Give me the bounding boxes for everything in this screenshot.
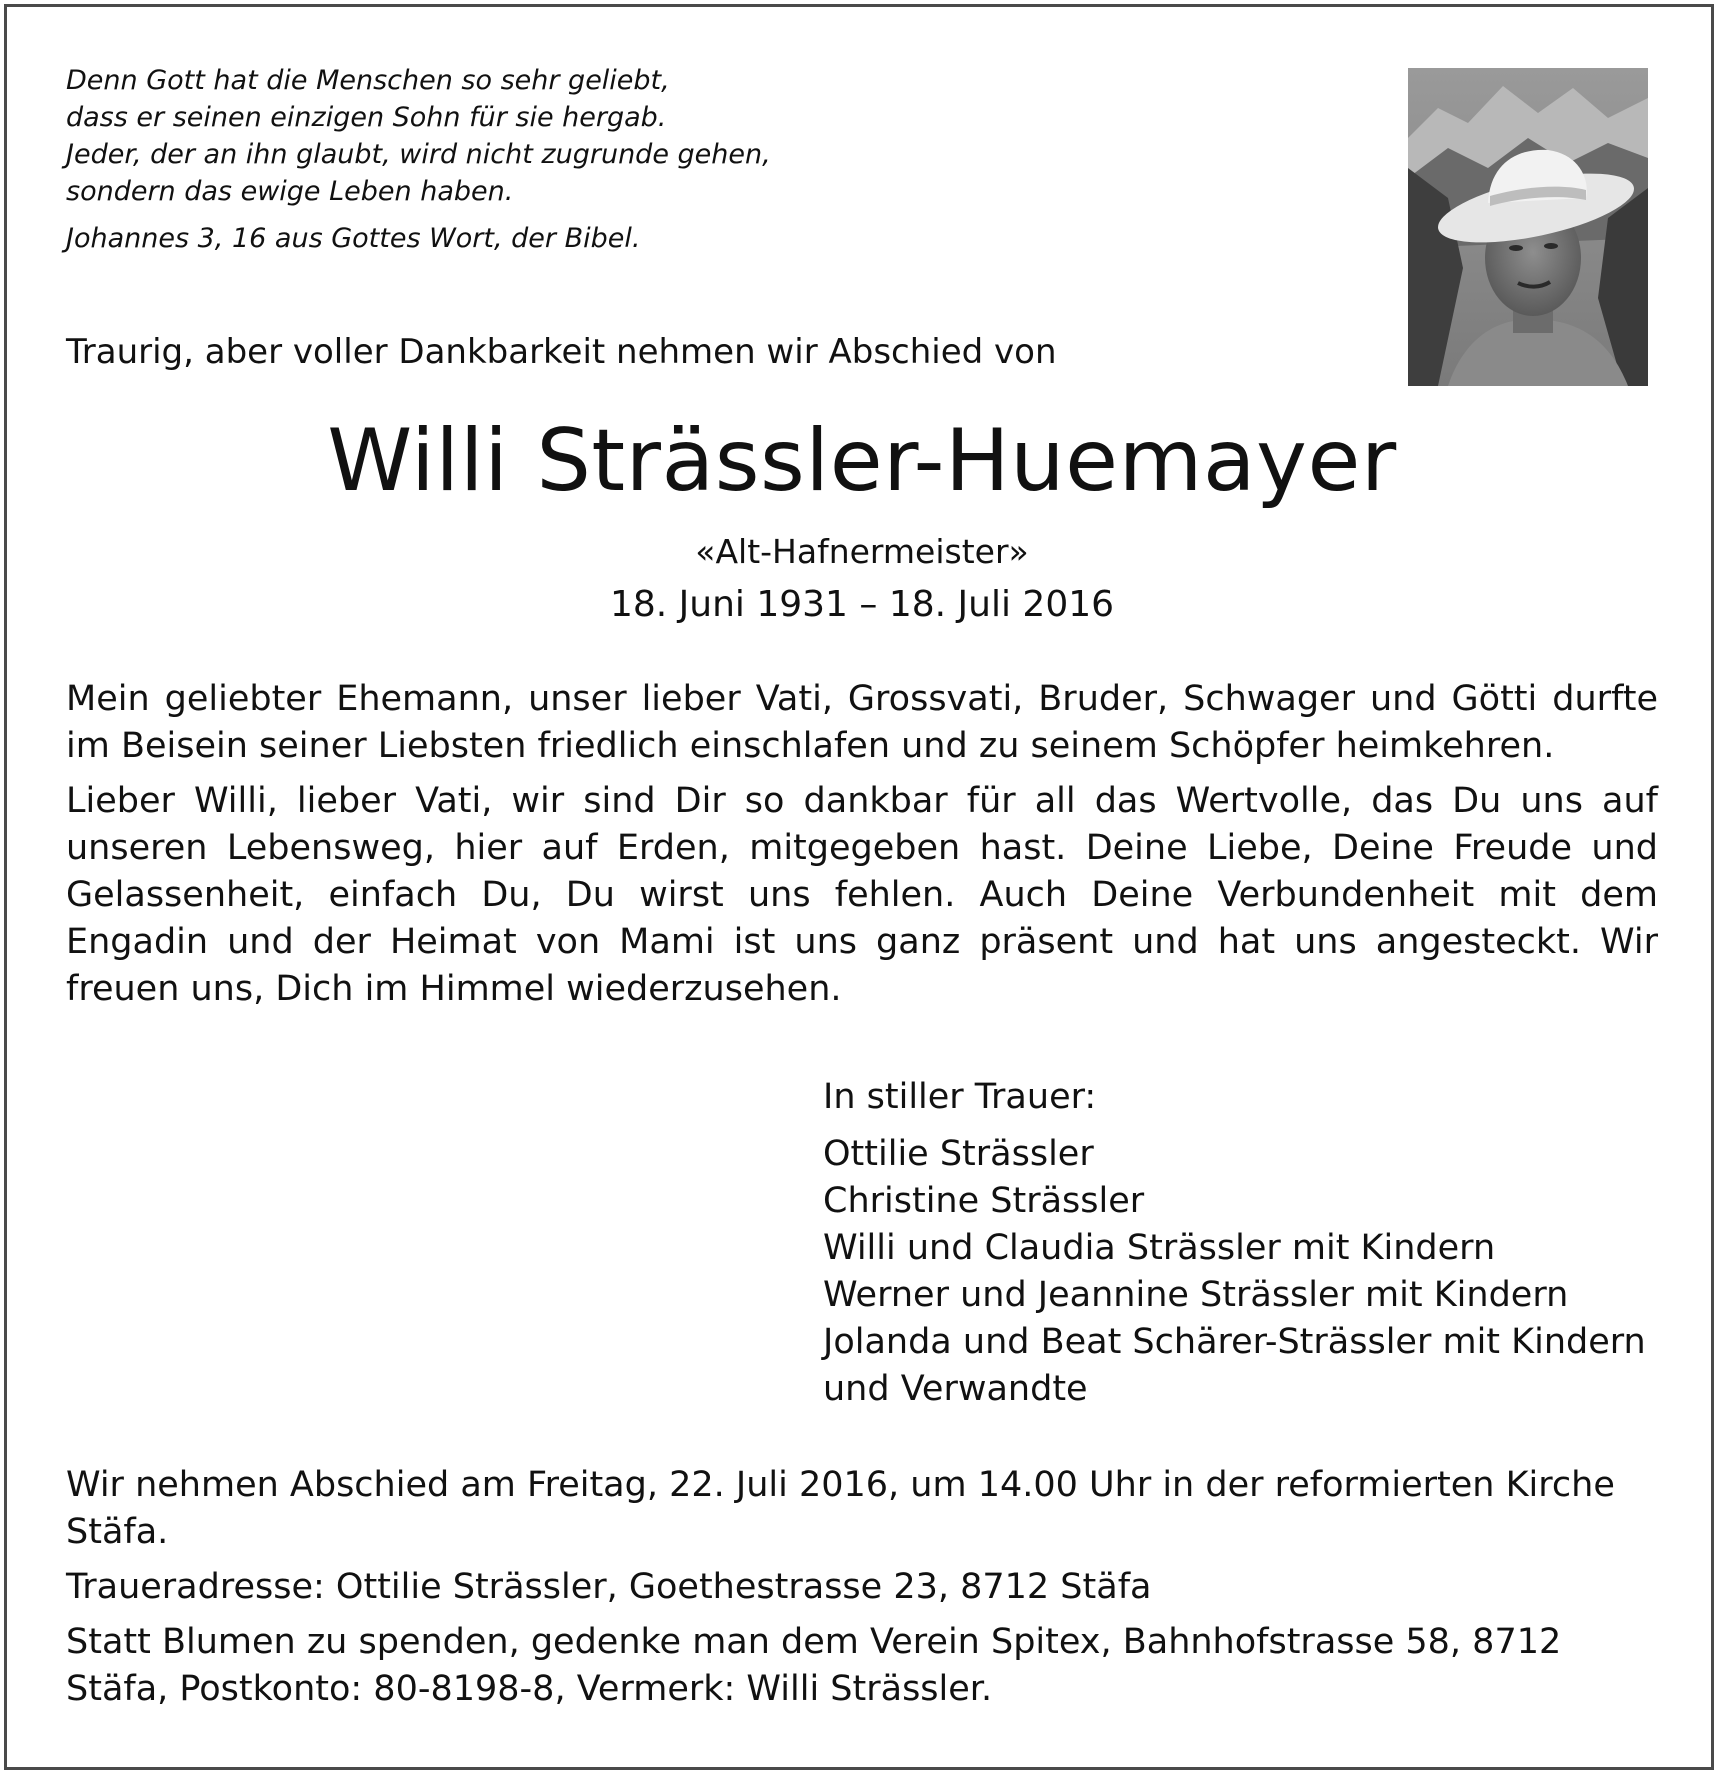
mourner-name: Ottilie Strässler — [823, 1134, 1094, 1174]
mourners-heading: In stiller Trauer: — [823, 1077, 1097, 1117]
intro-text: Traurig, aber voller Dankbarkeit nehmen wir Abschied von — [66, 332, 1057, 372]
obituary-footer — [66, 1462, 1658, 1721]
body-paragraph: Mein geliebter Ehemann, unser lieber Vati, Grossvati, Bruder, Schwager und Götti durfte im Beisein seiner Liebsten friedlich einschlafen und zu seinem Schöpfer heimkehren. — [66, 679, 1658, 766]
mourner-name: Jolanda und Beat Schärer-Strässler mit Kindern — [823, 1322, 1646, 1362]
mourners-list — [823, 1074, 1683, 1413]
verse-line: dass er seinen einzigen Sohn für sie hergab. — [66, 102, 667, 133]
body-paragraph: Lieber Willi, lieber Vati, wir sind Dir so dankbar für all das Wertvolle, das Du uns auf unseren Lebensweg, hier auf Erden, mitgegeben hast. Deine Liebe, Deine Freude und Gelassenheit, einfach Du, Du wirst uns fehlen. Auch Deine Verbundenheit mit dem Engadin und der Heimat von Mami ist uns ganz präsent und hat uns angesteckt. Wir freuen uns, Dich im Himmel wiederzusehen. — [66, 781, 1658, 1009]
verse-reference: Johannes 3, 16 aus Gottes Wort, der Bibel. — [66, 223, 641, 254]
service-info: Wir nehmen Abschied am Freitag, 22. Juli 2016, um 14.00 Uhr in der reformierten Kirche Stäfa. — [66, 1465, 1615, 1552]
mourner-name: und Verwandte — [823, 1369, 1088, 1409]
life-dates: 18. Juni 1931 – 18. Juli 2016 — [609, 584, 1115, 625]
donation-info: Statt Blumen zu spenden, gedenke man dem Verein Spitex, Bahnhofstrasse 58, 8712 Stäfa, Postkonto: 80-8198-8, Vermerk: Willi Strässler. — [66, 1622, 1562, 1709]
mourning-address: Traueradresse: Ottilie Strässler, Goethestrasse 23, 8712 Stäfa — [66, 1567, 1152, 1607]
mourner-name: Werner und Jeannine Strässler mit Kindern — [823, 1275, 1569, 1315]
verse-line: Jeder, der an ihn glaubt, wird nicht zugrunde gehen, — [66, 139, 771, 170]
verse-line: sondern das ewige Leben haben. — [66, 176, 514, 207]
deceased-name: Willi Strässler-Huemayer — [327, 411, 1397, 511]
deceased-nickname: «Alt-Hafnermeister» — [695, 532, 1029, 571]
mourner-name: Christine Strässler — [823, 1181, 1145, 1221]
bible-verse — [66, 62, 966, 257]
portrait-photo — [1408, 68, 1648, 386]
verse-line: Denn Gott hat die Menschen so sehr geliebt, — [66, 65, 670, 96]
mourner-name: Willi und Claudia Strässler mit Kindern — [823, 1228, 1496, 1268]
obituary-body — [66, 676, 1658, 1021]
